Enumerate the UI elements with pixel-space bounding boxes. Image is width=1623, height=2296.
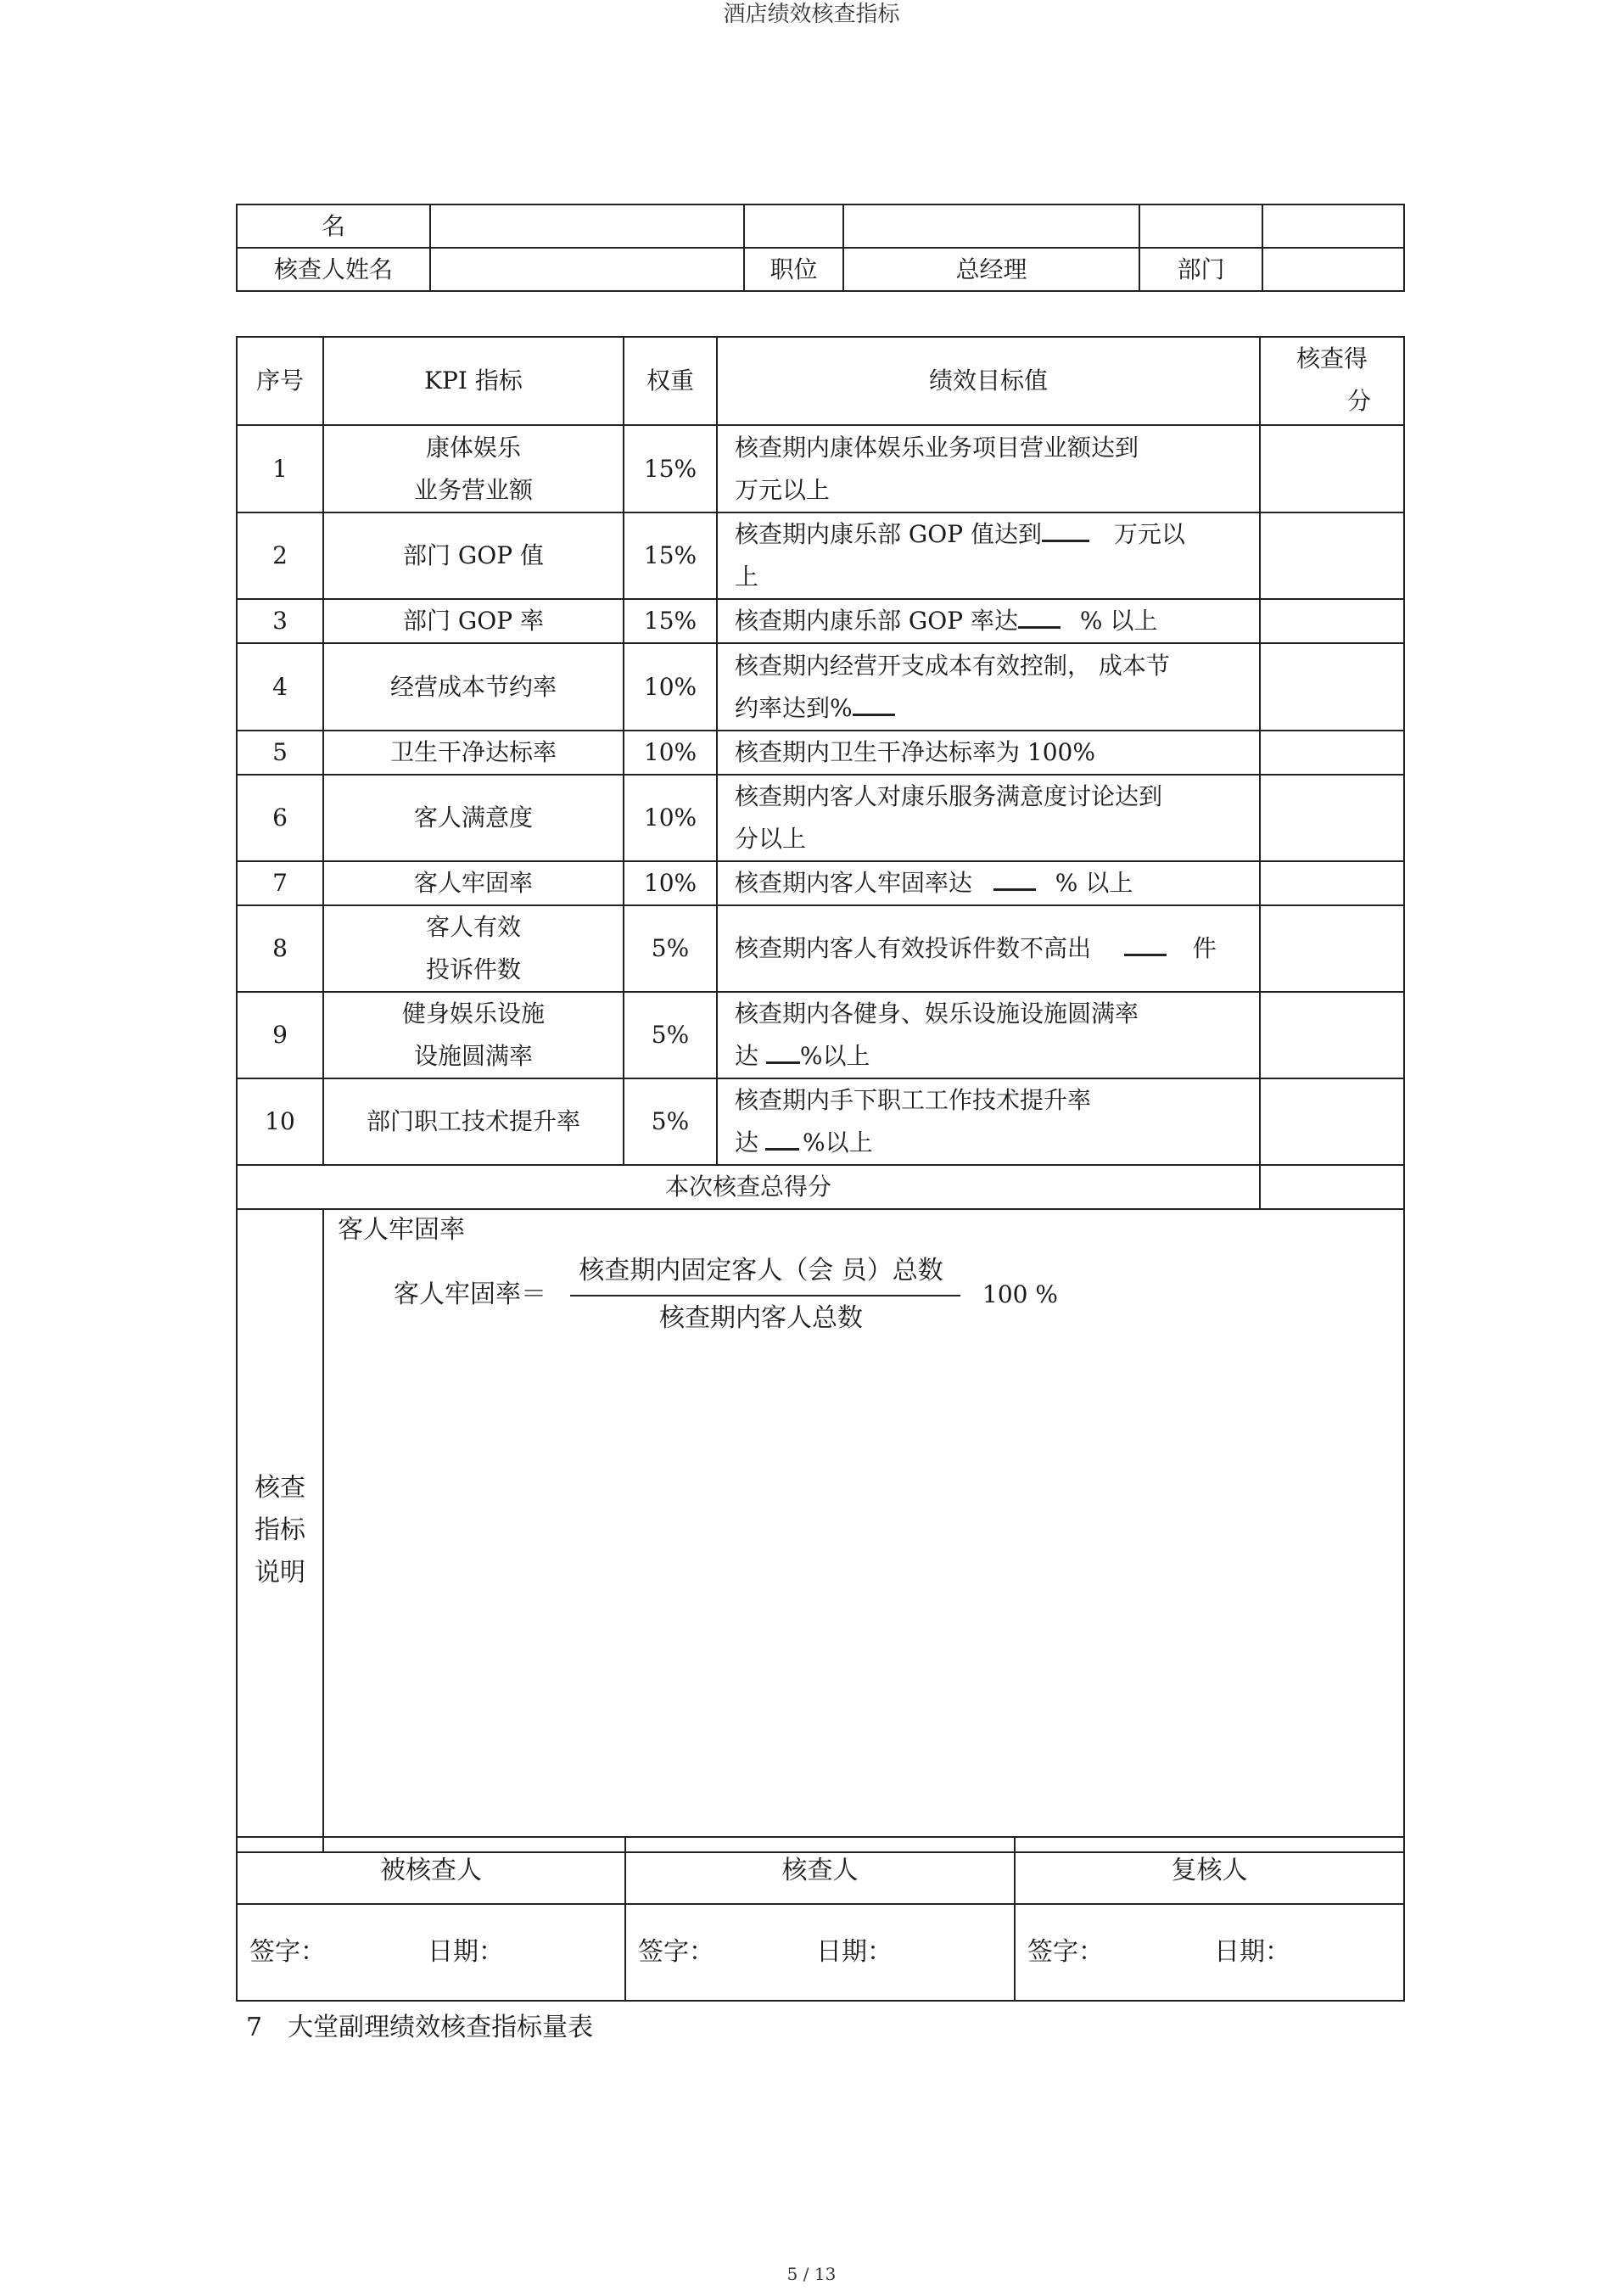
header-no: 序号 bbox=[237, 337, 323, 425]
date-label: 日期： bbox=[816, 1937, 893, 1967]
row-target bbox=[717, 1078, 1260, 1165]
row-weight: 15% bbox=[624, 512, 717, 599]
target-text: %以上 bbox=[803, 1128, 873, 1156]
formula-lhs: 客人牢固率＝ bbox=[394, 1280, 546, 1309]
target-line bbox=[735, 1035, 1252, 1078]
position-value[interactable]: 总经理 bbox=[843, 248, 1139, 291]
target-text: 核查期内康乐部 GOP 值达到 bbox=[735, 520, 1042, 548]
row-score[interactable] bbox=[1260, 512, 1404, 599]
header-target: 绩效目标值 bbox=[717, 337, 1260, 425]
row-target bbox=[717, 599, 1260, 643]
total-score-label: 本次核查总得分 bbox=[237, 1165, 1260, 1209]
row-no: 8 bbox=[237, 905, 323, 992]
row-score[interactable] bbox=[1260, 599, 1404, 643]
row-target: 核查期内卫生干净达标率为 100% bbox=[717, 731, 1260, 775]
row-weight: 5% bbox=[624, 905, 717, 992]
row-target bbox=[717, 905, 1260, 992]
row-kpi bbox=[323, 992, 624, 1078]
row-kpi: 部门 GOP 率 bbox=[323, 599, 624, 643]
total-row bbox=[237, 1165, 1404, 1209]
row-score[interactable] bbox=[1260, 861, 1404, 905]
formula-multiplier: 100 % bbox=[982, 1280, 1058, 1308]
row-kpi: 部门 GOP 值 bbox=[323, 512, 624, 599]
row-weight: 10% bbox=[624, 731, 717, 775]
page-header-title: 酒店绩效核查指标 bbox=[723, 2, 900, 27]
formula-numerator: 核查期内固定客人（会 员）总数 bbox=[579, 1256, 943, 1285]
reviewer-sign-cell[interactable] bbox=[625, 1904, 1015, 2001]
fill-blank[interactable] bbox=[1124, 930, 1167, 956]
kpi-row bbox=[237, 731, 1404, 775]
target-line: 上 bbox=[735, 563, 759, 591]
kpi-line: 健身娱乐设施 bbox=[401, 1000, 545, 1028]
row-weight: 15% bbox=[624, 599, 717, 643]
row-no: 5 bbox=[237, 731, 323, 775]
next-section-title bbox=[246, 2009, 618, 2047]
fill-blank[interactable] bbox=[765, 1124, 799, 1151]
row-no: 3 bbox=[237, 599, 323, 643]
target-line bbox=[735, 687, 1252, 730]
kpi-header-row bbox=[237, 337, 1404, 425]
info-cell[interactable] bbox=[843, 204, 1139, 248]
signature-row bbox=[237, 1904, 1404, 2001]
reviewee-sign-cell[interactable] bbox=[237, 1904, 625, 2001]
next-section-number: 7 bbox=[246, 2013, 263, 2042]
row-weight: 5% bbox=[624, 1078, 717, 1165]
row-target bbox=[717, 861, 1260, 905]
name-label: 名 bbox=[237, 204, 430, 248]
row-weight: 10% bbox=[624, 643, 717, 731]
name-value[interactable] bbox=[430, 204, 744, 248]
date-label: 日期： bbox=[428, 1937, 504, 1967]
row-kpi: 客人满意度 bbox=[323, 775, 624, 861]
target-line bbox=[735, 513, 1252, 556]
next-section-text: 大堂副理绩效核查指标量表 bbox=[288, 2013, 594, 2042]
row-score[interactable] bbox=[1260, 775, 1404, 861]
header-score-line1: 核查得 bbox=[1296, 344, 1368, 372]
kpi-line: 投诉件数 bbox=[425, 955, 521, 983]
row-score[interactable] bbox=[1260, 731, 1404, 775]
fill-blank[interactable] bbox=[766, 1038, 800, 1064]
target-text: 达 bbox=[735, 1042, 766, 1070]
row-no: 2 bbox=[237, 512, 323, 599]
reviewee-header: 被核查人 bbox=[237, 1837, 625, 1904]
row-weight: 5% bbox=[624, 992, 717, 1078]
info-table bbox=[236, 204, 1405, 292]
row-weight: 15% bbox=[624, 425, 717, 512]
target-text: %以上 bbox=[799, 1042, 870, 1070]
row-no: 9 bbox=[237, 992, 323, 1078]
target-text: 核查期内康乐部 GOP 率达 bbox=[735, 607, 1018, 635]
target-line: 核查期内各健身、娱乐设施设施圆满率 bbox=[735, 1000, 1139, 1028]
formula-denominator: 核查期内客人总数 bbox=[659, 1303, 863, 1333]
total-score-value[interactable] bbox=[1260, 1165, 1404, 1209]
kpi-row bbox=[237, 992, 1404, 1078]
kpi-row bbox=[237, 775, 1404, 861]
target-line: 核查期内手下职工工作技术提升率 bbox=[735, 1086, 1092, 1114]
row-target bbox=[717, 425, 1260, 512]
kpi-line: 设施圆满率 bbox=[413, 1042, 533, 1070]
kpi-row bbox=[237, 861, 1404, 905]
kpi-row bbox=[237, 905, 1404, 992]
fraction-bar bbox=[570, 1295, 960, 1296]
row-score[interactable] bbox=[1260, 643, 1404, 731]
target-text: 核查期内客人牢固率达 bbox=[735, 869, 980, 897]
re-reviewer-sign-cell[interactable] bbox=[1015, 1904, 1404, 2001]
row-kpi: 部门职工技术提升率 bbox=[323, 1078, 624, 1165]
page-number: 5 / 13 bbox=[786, 2264, 837, 2284]
row-kpi: 客人牢固率 bbox=[323, 861, 624, 905]
reviewer-name-value[interactable] bbox=[430, 248, 744, 291]
formula-title: 客人牢固率 bbox=[338, 1215, 465, 1245]
target-line: 核查期内经营开支成本有效控制， 成本节 bbox=[735, 651, 1170, 680]
target-text: 万元以 bbox=[1105, 520, 1185, 548]
kpi-row bbox=[237, 1078, 1404, 1165]
row-weight: 10% bbox=[624, 861, 717, 905]
notes-row bbox=[237, 1209, 1404, 1852]
row-no: 4 bbox=[237, 643, 323, 731]
target-line: 分以上 bbox=[735, 825, 807, 853]
target-line: 核查期内客人对康乐服务满意度讨论达到 bbox=[735, 782, 1163, 810]
row-score[interactable] bbox=[1260, 905, 1404, 992]
info-cell[interactable] bbox=[1262, 204, 1404, 248]
target-text: 核查期内客人有效投诉件数不高出 bbox=[735, 934, 1099, 962]
info-row-reviewer bbox=[237, 248, 1404, 291]
reviewer-name-label: 核查人姓名 bbox=[237, 248, 430, 291]
kpi-line: 康体娱乐 bbox=[425, 433, 521, 462]
notes-label-line: 指标 bbox=[255, 1515, 305, 1545]
header-score bbox=[1260, 337, 1404, 425]
department-label: 部门 bbox=[1139, 248, 1262, 291]
row-no: 7 bbox=[237, 861, 323, 905]
target-line: 万元以上 bbox=[735, 475, 831, 504]
kpi-row bbox=[237, 643, 1404, 731]
notes-content bbox=[323, 1209, 1404, 1852]
notes-label-line: 核查 bbox=[255, 1473, 305, 1503]
kpi-line: 业务营业额 bbox=[413, 475, 533, 504]
kpi-table bbox=[236, 336, 1405, 1853]
target-text: 件 bbox=[1184, 934, 1217, 962]
row-no: 1 bbox=[237, 425, 323, 512]
target-text: % 以上 bbox=[1072, 607, 1158, 635]
position-label: 职位 bbox=[744, 248, 843, 291]
formula-block bbox=[324, 1210, 1403, 1851]
header-kpi: KPI 指标 bbox=[323, 337, 624, 425]
sign-label: 签字： bbox=[1027, 1937, 1104, 1967]
row-no: 10 bbox=[237, 1078, 323, 1165]
row-kpi: 卫生干净达标率 bbox=[323, 731, 624, 775]
fill-blank[interactable] bbox=[1042, 516, 1089, 542]
fill-blank[interactable] bbox=[993, 865, 1036, 891]
info-row-name bbox=[237, 204, 1404, 248]
row-target bbox=[717, 512, 1260, 599]
row-kpi bbox=[323, 905, 624, 992]
target-text: 达 bbox=[735, 1128, 759, 1156]
notes-label bbox=[237, 1209, 323, 1852]
row-weight: 10% bbox=[624, 775, 717, 861]
signature-table bbox=[236, 1836, 1405, 2002]
target-text: 约率达到% bbox=[735, 693, 853, 722]
department-value[interactable] bbox=[1262, 248, 1404, 291]
info-cell[interactable] bbox=[744, 204, 843, 248]
target-line bbox=[735, 1122, 1252, 1164]
fill-blank[interactable] bbox=[1018, 602, 1061, 629]
target-text: % 以上 bbox=[1047, 869, 1133, 897]
kpi-row bbox=[237, 599, 1404, 643]
row-kpi: 经营成本节约率 bbox=[323, 643, 624, 731]
row-target bbox=[717, 775, 1260, 861]
kpi-line: 客人有效 bbox=[425, 913, 521, 941]
target-line: 核查期内康体娱乐业务项目营业额达到 bbox=[735, 433, 1139, 462]
row-no: 6 bbox=[237, 775, 323, 861]
header-score-line2: 分 bbox=[1346, 387, 1371, 415]
notes-label-line: 说明 bbox=[255, 1558, 305, 1588]
fill-blank[interactable] bbox=[853, 690, 895, 716]
sign-label: 签字： bbox=[638, 1937, 714, 1967]
header-weight: 权重 bbox=[624, 337, 717, 425]
kpi-row bbox=[237, 512, 1404, 599]
reviewer-header: 核查人 bbox=[625, 1837, 1015, 1904]
row-target bbox=[717, 643, 1260, 731]
row-score[interactable] bbox=[1260, 1078, 1404, 1165]
info-cell[interactable] bbox=[1139, 204, 1262, 248]
row-score[interactable] bbox=[1260, 992, 1404, 1078]
date-label: 日期： bbox=[1214, 1937, 1290, 1967]
re-reviewer-header: 复核人 bbox=[1015, 1837, 1404, 1904]
kpi-row bbox=[237, 425, 1404, 512]
row-target bbox=[717, 992, 1260, 1078]
row-kpi bbox=[323, 425, 624, 512]
row-score[interactable] bbox=[1260, 425, 1404, 512]
signature-header-row bbox=[237, 1837, 1404, 1904]
sign-label: 签字： bbox=[249, 1937, 326, 1967]
